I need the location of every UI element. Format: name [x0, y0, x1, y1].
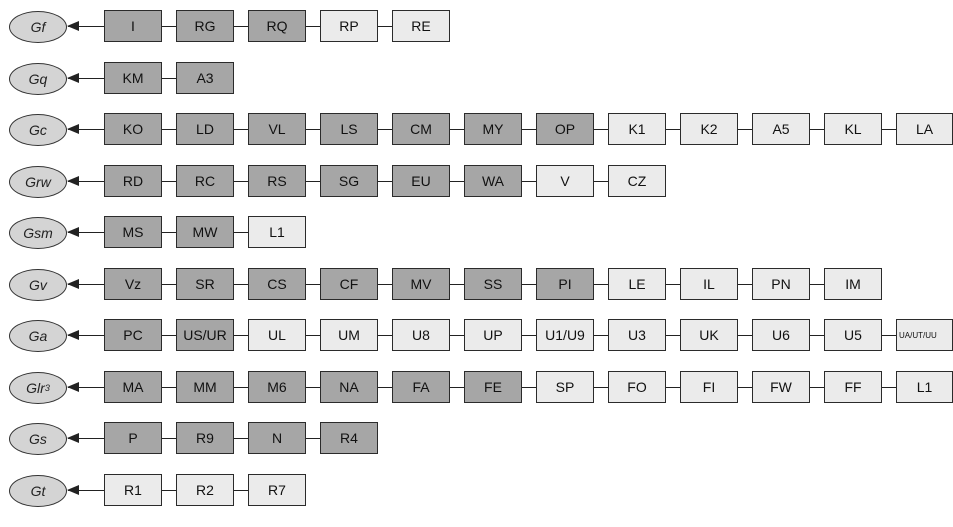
box-connector	[234, 335, 248, 336]
ability-box: US/UR	[176, 319, 234, 351]
box-connector	[738, 129, 752, 130]
ability-box: RP	[320, 10, 378, 42]
box-connector	[234, 284, 248, 285]
ability-box: FE	[464, 371, 522, 403]
box-connector	[882, 129, 896, 130]
factor-node-label: Gq	[28, 70, 48, 87]
ability-box: NA	[320, 371, 378, 403]
ability-box: L1	[248, 216, 306, 248]
arrow-connector	[68, 438, 104, 439]
ability-box: K2	[680, 113, 738, 145]
ability-box: MV	[392, 268, 450, 300]
factor-row	[0, 370, 953, 406]
box-connector	[738, 335, 752, 336]
factor-node-label: Glr	[26, 379, 45, 396]
box-connector	[234, 232, 248, 233]
ability-box: M6	[248, 371, 306, 403]
box-connector	[306, 181, 320, 182]
ability-box: P	[104, 422, 162, 454]
factor-row	[0, 267, 953, 303]
box-connector	[738, 387, 752, 388]
box-connector	[522, 387, 536, 388]
factor-node	[9, 423, 67, 455]
arrow-connector	[68, 129, 104, 130]
ability-box: A3	[176, 62, 234, 94]
box-connector	[594, 387, 608, 388]
box-connector	[306, 438, 320, 439]
ability-box: RQ	[248, 10, 306, 42]
ability-box: FA	[392, 371, 450, 403]
ability-box: UP	[464, 319, 522, 351]
arrow-connector	[68, 26, 104, 27]
ability-box: Vz	[104, 268, 162, 300]
ability-box: U3	[608, 319, 666, 351]
box-connector	[810, 387, 824, 388]
ability-box: UM	[320, 319, 378, 351]
factor-node	[9, 217, 67, 249]
ability-box: KO	[104, 113, 162, 145]
box-connector	[594, 335, 608, 336]
ability-box: IL	[680, 268, 738, 300]
ability-box: K1	[608, 113, 666, 145]
ability-box: UL	[248, 319, 306, 351]
ability-box: U8	[392, 319, 450, 351]
ability-box: LE	[608, 268, 666, 300]
ability-box: KL	[824, 113, 882, 145]
ability-box: PI	[536, 268, 594, 300]
factor-node	[9, 114, 67, 146]
ability-box: R2	[176, 474, 234, 506]
factor-row	[0, 473, 953, 509]
ability-box: U6	[752, 319, 810, 351]
factor-node	[9, 372, 67, 404]
ability-box: FO	[608, 371, 666, 403]
box-connector	[450, 284, 464, 285]
arrow-connector	[68, 232, 104, 233]
box-connector	[666, 335, 680, 336]
box-connector	[450, 387, 464, 388]
ability-box: RC	[176, 165, 234, 197]
ability-box: CS	[248, 268, 306, 300]
box-connector	[810, 284, 824, 285]
box-connector	[450, 181, 464, 182]
box-connector	[378, 129, 392, 130]
ability-box: UK	[680, 319, 738, 351]
ability-box: SR	[176, 268, 234, 300]
ability-box: SP	[536, 371, 594, 403]
box-connector	[378, 284, 392, 285]
box-connector	[522, 284, 536, 285]
ability-box: CF	[320, 268, 378, 300]
box-connector	[234, 490, 248, 491]
arrow-connector	[68, 490, 104, 491]
factor-node-label: Gsm	[23, 225, 53, 241]
box-connector	[162, 181, 176, 182]
factor-node	[9, 475, 67, 507]
box-connector	[162, 26, 176, 27]
factor-row	[0, 215, 953, 251]
box-connector	[522, 335, 536, 336]
box-connector	[234, 438, 248, 439]
box-connector	[378, 387, 392, 388]
ability-box: FF	[824, 371, 882, 403]
factor-node-label: Grw	[25, 173, 51, 190]
ability-box: CM	[392, 113, 450, 145]
ability-box: U5	[824, 319, 882, 351]
box-connector	[162, 284, 176, 285]
ability-box: MW	[176, 216, 234, 248]
box-connector	[882, 335, 896, 336]
ability-box: RS	[248, 165, 306, 197]
factor-row	[0, 318, 953, 354]
factor-node	[9, 269, 67, 301]
box-connector	[882, 387, 896, 388]
ability-box: I	[104, 10, 162, 42]
arrow-connector	[68, 284, 104, 285]
box-connector	[234, 26, 248, 27]
box-connector	[162, 438, 176, 439]
ability-box: U1/U9	[536, 319, 594, 351]
box-connector	[522, 129, 536, 130]
ability-box: MA	[104, 371, 162, 403]
ability-box: UA/UT/UU	[896, 319, 953, 351]
ability-box: EU	[392, 165, 450, 197]
arrow-connector	[68, 78, 104, 79]
ability-box: LA	[896, 113, 953, 145]
factor-node-label: Gs	[29, 431, 47, 447]
box-connector	[810, 129, 824, 130]
ability-box: SS	[464, 268, 522, 300]
factor-row	[0, 61, 953, 97]
box-connector	[666, 284, 680, 285]
ability-box: RD	[104, 165, 162, 197]
box-connector	[378, 335, 392, 336]
ability-box: RE	[392, 10, 450, 42]
ability-box: MY	[464, 113, 522, 145]
ability-box: PN	[752, 268, 810, 300]
factor-node-superscript: 3	[44, 382, 50, 393]
arrow-connector	[68, 181, 104, 182]
box-connector	[162, 335, 176, 336]
arrow-connector	[68, 335, 104, 336]
factor-row	[0, 9, 953, 45]
box-connector	[666, 129, 680, 130]
ability-box: R1	[104, 474, 162, 506]
ability-box: MM	[176, 371, 234, 403]
box-connector	[450, 129, 464, 130]
factor-node-label: Gv	[29, 276, 47, 293]
ability-box: R4	[320, 422, 378, 454]
factor-node	[9, 320, 67, 352]
box-connector	[306, 284, 320, 285]
ability-box: LD	[176, 113, 234, 145]
box-connector	[594, 284, 608, 285]
ability-box: V	[536, 165, 594, 197]
ability-box: SG	[320, 165, 378, 197]
ability-box: LS	[320, 113, 378, 145]
box-connector	[234, 181, 248, 182]
box-connector	[162, 387, 176, 388]
factor-row	[0, 112, 953, 148]
factor-node-label: Gf	[30, 19, 46, 35]
ability-box: KM	[104, 62, 162, 94]
box-connector	[306, 335, 320, 336]
box-connector	[306, 26, 320, 27]
factor-node-label: Ga	[28, 328, 48, 344]
box-connector	[594, 129, 608, 130]
arrow-connector	[68, 387, 104, 388]
box-connector	[162, 490, 176, 491]
ability-box: CZ	[608, 165, 666, 197]
factor-node	[9, 63, 67, 95]
box-connector	[522, 181, 536, 182]
ability-box: PC	[104, 319, 162, 351]
box-connector	[162, 232, 176, 233]
ability-box: OP	[536, 113, 594, 145]
box-connector	[378, 26, 392, 27]
box-connector	[450, 335, 464, 336]
ability-box: IM	[824, 268, 882, 300]
box-connector	[162, 78, 176, 79]
box-connector	[378, 181, 392, 182]
factor-node	[9, 11, 67, 43]
ability-box: RG	[176, 10, 234, 42]
ability-box: FI	[680, 371, 738, 403]
box-connector	[594, 181, 608, 182]
ability-box: R9	[176, 422, 234, 454]
box-connector	[234, 129, 248, 130]
factor-node	[9, 166, 67, 198]
box-connector	[162, 129, 176, 130]
ability-box: WA	[464, 165, 522, 197]
factor-row	[0, 421, 953, 457]
ability-box: VL	[248, 113, 306, 145]
factor-node-label: Gc	[29, 122, 47, 138]
box-connector	[738, 284, 752, 285]
box-connector	[306, 387, 320, 388]
ability-box: L1	[896, 371, 953, 403]
ability-box: N	[248, 422, 306, 454]
ability-box: FW	[752, 371, 810, 403]
box-connector	[234, 387, 248, 388]
ability-box: MS	[104, 216, 162, 248]
factor-node-label: Gt	[30, 482, 46, 499]
factor-row	[0, 164, 953, 200]
ability-box: A5	[752, 113, 810, 145]
ability-box: R7	[248, 474, 306, 506]
box-connector	[810, 335, 824, 336]
box-connector	[666, 387, 680, 388]
box-connector	[306, 129, 320, 130]
